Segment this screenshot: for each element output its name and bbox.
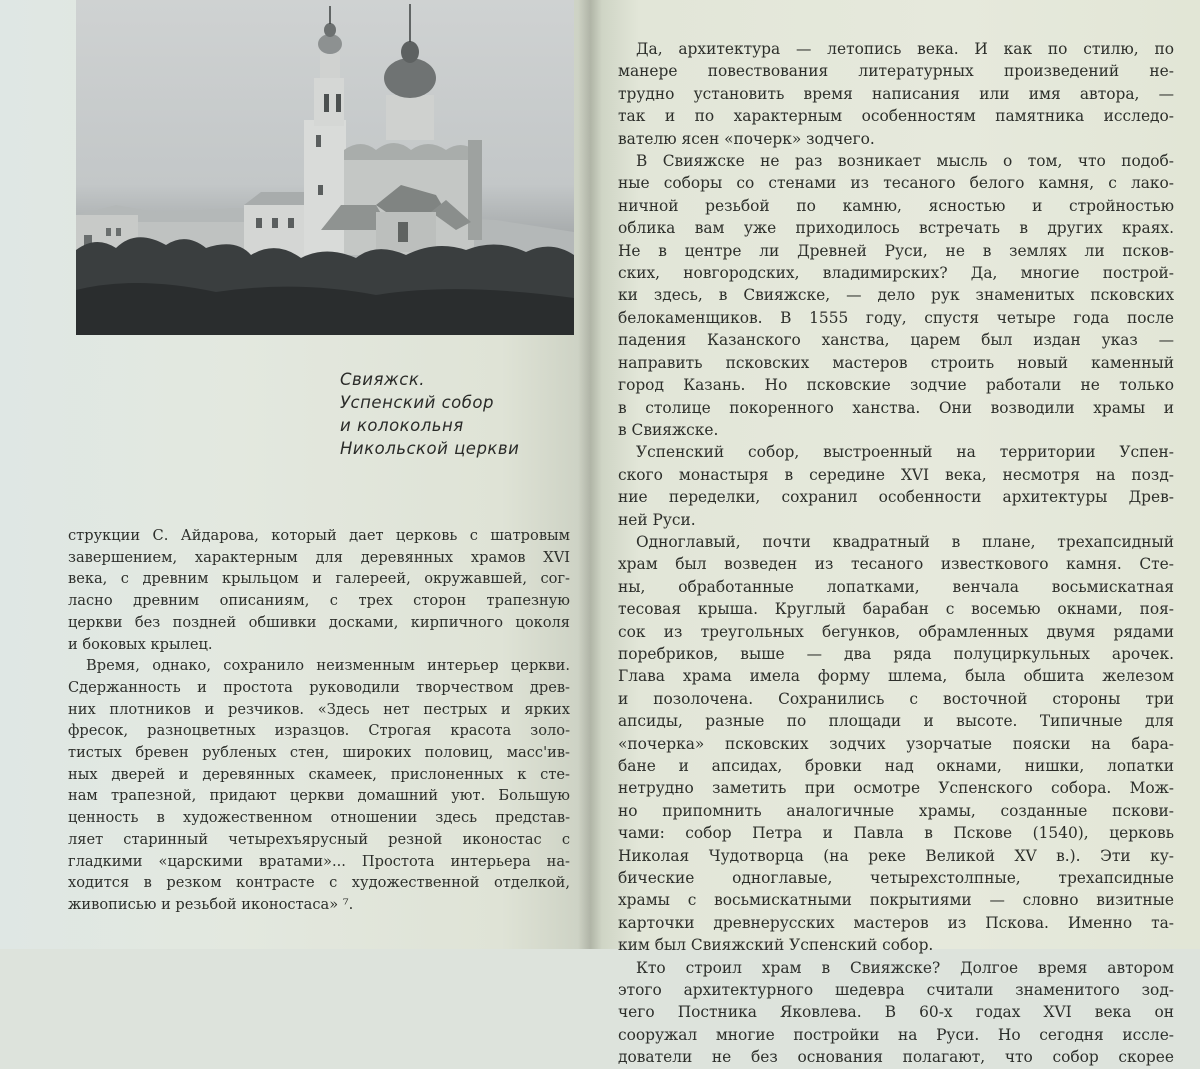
- text-line: нам трапезной, придают церкви домашний уют. Большую: [68, 787, 570, 805]
- text-line: ского монастыря в середине XVI века, несмотря на позд-: [618, 465, 1174, 484]
- text-line: Успенский собор, выстроенный на территории Успен-: [636, 443, 1174, 462]
- text-line: ны, обработанные лопатками, венчала восьмискатная: [618, 577, 1174, 596]
- text-line: завершением, характерным для деревянных храмов XVI: [68, 548, 570, 566]
- text-line: гладкими «царскими вратами»... Простота интерьера на-: [68, 852, 570, 870]
- text-line: направить псковских мастеров строить новый каменный: [618, 353, 1174, 372]
- caption-line: Никольской церкви: [340, 439, 520, 458]
- text-line: бические одноглавые, четырехстолпные, трехапсидные: [618, 869, 1174, 888]
- text-line: так и по характерным особенностям памятника исследо-: [618, 107, 1174, 126]
- text-line: ничной резьбой по камню, ясностью и стройностью: [618, 196, 1174, 215]
- text-line: струкции С. Айдарова, который дает церковь с шатровым: [68, 527, 570, 544]
- text-line: ки здесь, в Свияжске, — дело рук знаменитых псковских: [618, 286, 1174, 305]
- text-line: но припомнить аналогичные храмы, созданные пскови-: [618, 801, 1174, 820]
- church-photo-icon: [76, 0, 574, 335]
- text-line: них плотников и резчиков. «Здесь нет пестрых и ярких: [68, 700, 570, 718]
- text-line: Одноглавый, почти квадратный в плане, трехапсидный: [636, 532, 1174, 551]
- text-line: апсиды, разные по площади и высоте. Типичные для: [618, 712, 1174, 731]
- text-line: чами: собор Петра и Павла в Пскове (1540), церковь: [618, 824, 1174, 843]
- text-line: храмы с восьмискатными покрытиями — словно визитные: [618, 891, 1174, 910]
- book-gutter: [578, 0, 602, 949]
- text-line: трудно установить время написания или имя автора, —: [618, 84, 1174, 103]
- text-line: Сдержанность и простота руководили творчеством древ-: [68, 678, 570, 696]
- text-line: ходится в резком контрасте с художественной отделкой,: [68, 874, 570, 892]
- text-line: ные соборы со стенами из тесаного белого камня, с лако-: [618, 174, 1174, 193]
- text-line: поребриков, выше — два ряда полуциркульных арочек.: [618, 644, 1174, 663]
- text-line: «почерка» псковских зодчих узорчатые пояски на бара-: [618, 734, 1174, 753]
- text-line: века, с древним крыльцом и галереей, окружавшей, сог-: [68, 570, 570, 588]
- text-line: облика вам уже приходилось встречать в других краях.: [618, 219, 1174, 238]
- text-line: и позолочена. Сохранились с восточной стороны три: [618, 689, 1174, 708]
- text-line: церкви без поздней обшивки досками, кирпичного цоколя: [68, 613, 570, 631]
- photo-caption: [340, 368, 570, 460]
- text-line: дователи не без основания полагают, что собор скорее: [618, 1048, 1174, 1067]
- text-line: карточки древнерусских мастеров из Пскова. Именно та-: [618, 913, 1174, 932]
- text-line: белокаменщиков. В 1555 году, спустя четыре года после: [618, 308, 1174, 327]
- text-line: Время, однако, сохранило неизменным интерьер церкви.: [86, 657, 570, 675]
- caption-line: и колокольня: [340, 416, 464, 435]
- text-line: храм был возведен из тесаного известкового камня. Сте-: [618, 555, 1174, 574]
- text-line: ние переделки, сохранил особенности архитектуры Древ-: [618, 488, 1174, 507]
- text-line: тистых бревен рубленых стен, широких половиц, масс'ив-: [68, 744, 570, 762]
- text-line: Не в центре ли Древней Руси, не в землях ли псков-: [618, 241, 1174, 260]
- text-line: в Свияжске.: [618, 420, 719, 439]
- text-line: бане и апсидах, бровки над окнами, нишки, лопатки: [618, 757, 1174, 775]
- text-line: ким был Свияжский Успенский собор.: [618, 936, 934, 955]
- text-line: город Казань. Но псковские зодчие работали не только: [618, 376, 1174, 395]
- right-page-body-text: [618, 38, 1174, 1069]
- text-line: ней Руси.: [618, 510, 696, 529]
- text-line: этого архитектурного шедевра считали знаменитого зод-: [618, 981, 1174, 1000]
- text-line: сок из треугольных бегунков, обрамленных двумя рядами: [618, 622, 1174, 641]
- text-line: фресок, разноцветных изразцов. Строгая красота золо-: [68, 722, 570, 740]
- text-line: Кто строил храм в Свияжске? Долгое время автором: [636, 958, 1174, 977]
- text-line: В Свияжске не раз возникает мысль о том, что подоб-: [636, 152, 1174, 171]
- text-line: и боковых крылец.: [68, 635, 213, 653]
- text-line: Глава храма имела форму шлема, была обшита железом: [618, 667, 1174, 686]
- text-line: падения Казанского ханства, царем был издан указ —: [618, 331, 1174, 350]
- text-line: в столице покоренного ханства. Они возводили храмы и: [618, 398, 1174, 417]
- text-line: сооружал многие постройки на Руси. Но сегодня иссле-: [618, 1025, 1174, 1044]
- left-page-body-text: [68, 525, 570, 916]
- text-line: манере повествования литературных произведений не-: [618, 62, 1174, 81]
- text-line: живописью и резьбой иконостаса» ⁷.: [68, 895, 354, 913]
- caption-line: Свияжск.: [340, 370, 426, 389]
- text-line: ценность в художественном отношении здесь представ-: [68, 809, 570, 827]
- text-line: ласно древним описаниям, с трех сторон трапезную: [68, 592, 570, 610]
- text-line: чего Постника Яковлева. В 60-х годах XVI века он: [618, 1003, 1174, 1022]
- text-line: вателю ясен «почерк» зодчего.: [618, 129, 875, 148]
- text-line: Да, архитектура — летопись века. И как по стилю, по: [636, 40, 1174, 58]
- caption-line: Успенский собор: [340, 393, 494, 412]
- text-line: ляет старинный четырехъярусный резной иконостас с: [68, 830, 570, 848]
- church-photograph: [76, 0, 574, 335]
- text-line: ских, новгородских, владимирских? Да, многие построй-: [618, 264, 1174, 283]
- text-line: ных дверей и деревянных скамеек, прислоненных к сте-: [68, 765, 570, 783]
- text-line: тесовая крыша. Круглый барабан с восемью окнами, поя-: [618, 600, 1174, 619]
- text-line: нетрудно заметить при осмотре Успенского собора. Мож-: [618, 779, 1174, 798]
- text-line: Николая Чудотворца (на реке Великой XV в.). Эти ку-: [618, 846, 1174, 865]
